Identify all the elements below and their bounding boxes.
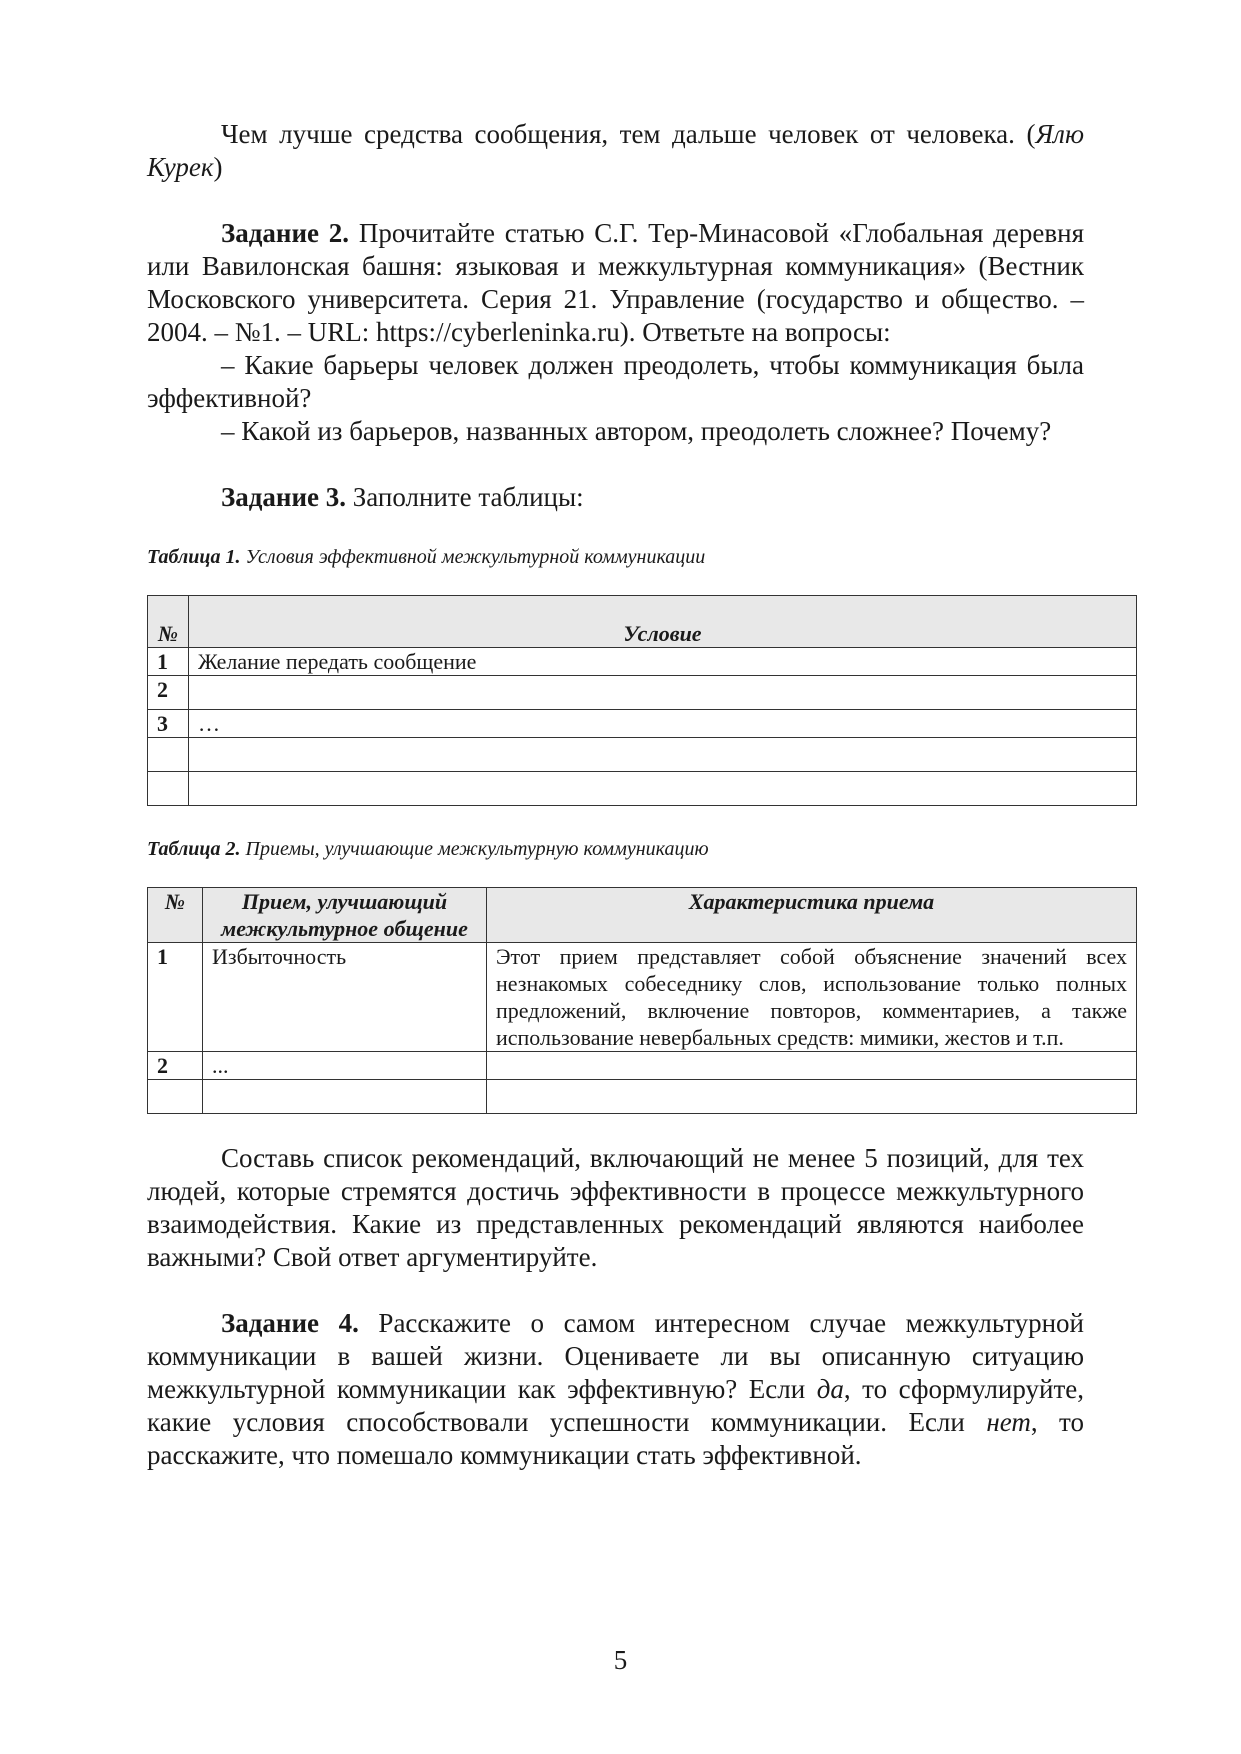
table-cell xyxy=(148,738,189,772)
table-cell: Этот прием представляет собой объяснение значений всех незнакомых собеседнику слов, использование только полных предложений, включение повторов, комментариев, а также использование невербальных средств: мимики, жестов и т.п. xyxy=(487,943,1137,1052)
table-cell xyxy=(148,772,189,806)
table-row xyxy=(148,1080,1137,1114)
table2-header-num: № xyxy=(148,888,203,943)
task2-question-2: – Какой из барьеров, названных автором, преодолеть сложнее? Почему? xyxy=(221,416,1052,446)
table2-caption xyxy=(147,836,1084,862)
table1-header-num: № xyxy=(148,596,189,648)
task4-text-1: Расскажите о самом интересном случае межкультурной коммуникации в вашей жизни. Оцениваете ли вы описанную ситуацию межкультурной коммуникации как эффективную? Если xyxy=(147,1308,1085,1404)
table-cell: Избыточность xyxy=(203,943,487,1052)
table-cell: 2 xyxy=(148,1052,203,1080)
task4-text-3: , то расскажите, что помешало коммуникации стать эффективной. xyxy=(147,1407,1084,1470)
task3-text: Заполните таблицы: xyxy=(352,482,584,512)
task2-question-1: – Какие барьеры человек должен преодолеть, чтобы коммуникация была эффективной? xyxy=(147,350,1084,413)
table-2 xyxy=(147,887,1137,1114)
page-number: 5 xyxy=(613,1645,628,1675)
table-cell: 1 xyxy=(148,943,203,1052)
table-cell: 3 xyxy=(148,710,189,738)
task2-text: Прочитайте статью С.Г. Тер-Минасовой «Глобальная деревня или Вавилонская башня: языковая и межкультурная коммуникация» (Вестник Московского университета. Серия 21. Управление (государство и общество. – 2004. – №1. – URL: https://cyberleninka.ru). Ответьте на вопросы: xyxy=(147,218,1084,347)
table-cell: Желание передать сообщение xyxy=(189,648,1137,676)
task3-title: Задание 3. xyxy=(221,482,347,512)
table-cell xyxy=(148,1080,203,1114)
table1-caption-label: Таблица 1. xyxy=(147,546,241,568)
task4-no: нет xyxy=(986,1407,1031,1437)
table-cell xyxy=(203,1080,487,1114)
table-row xyxy=(148,648,1137,676)
epigraph-author: Ялю Курек xyxy=(147,119,1084,182)
table-row xyxy=(148,772,1137,806)
table-cell xyxy=(189,676,1137,710)
task4-text-2: , то сформулируйте, какие условия способствовали успешности коммуникации. Если xyxy=(147,1374,1084,1437)
task2-paragraph xyxy=(147,217,1084,349)
table-row xyxy=(148,1052,1137,1080)
epigraph: Чем лучше средства сообщения, тем дальше человек от человека. (Ялю Курек) xyxy=(147,119,1084,182)
task4-yes: да xyxy=(816,1374,844,1404)
table-cell xyxy=(189,738,1137,772)
table2-caption-text: Приемы, улучшающие межкультурную коммуникацию xyxy=(245,838,709,860)
table2-header-technique: Прием, улучшающий межкультурное общение xyxy=(203,888,487,943)
task2-title: Задание 2. xyxy=(221,218,350,248)
table1-caption-text: Условия эффективной межкультурной коммуникации xyxy=(245,546,706,568)
table-1 xyxy=(147,595,1137,806)
table-row xyxy=(148,738,1137,772)
table-cell: 1 xyxy=(148,648,189,676)
task4-paragraph xyxy=(147,1307,1084,1472)
table-cell xyxy=(487,1080,1137,1114)
table2-header-description: Характеристика приема xyxy=(487,888,1137,943)
table-cell: 2 xyxy=(148,676,189,710)
table1-caption xyxy=(147,544,1084,570)
table-row xyxy=(148,943,1137,1052)
recommendations-paragraph: Составь список рекомендаций, включающий не менее 5 позиций, для тех людей, которые стремятся достичь эффективности в процессе межкультурного взаимодействия. Какие из представленных рекомендаций являются наиболее важными? Свой ответ аргументируйте. xyxy=(147,1143,1084,1272)
epigraph-text: Чем лучше средства сообщения, тем дальше человек от человека. xyxy=(221,119,1015,149)
table-cell xyxy=(487,1052,1137,1080)
table2-caption-label: Таблица 2. xyxy=(147,838,241,860)
table-row xyxy=(148,676,1137,710)
page-content xyxy=(147,118,1127,1472)
table-row xyxy=(148,710,1137,738)
task4-title: Задание 4. xyxy=(221,1308,359,1338)
table1-header-condition: Условие xyxy=(189,596,1137,648)
table-cell: ... xyxy=(203,1052,487,1080)
table-cell: … xyxy=(189,710,1137,738)
task3-paragraph xyxy=(147,481,1084,514)
table-cell xyxy=(189,772,1137,806)
